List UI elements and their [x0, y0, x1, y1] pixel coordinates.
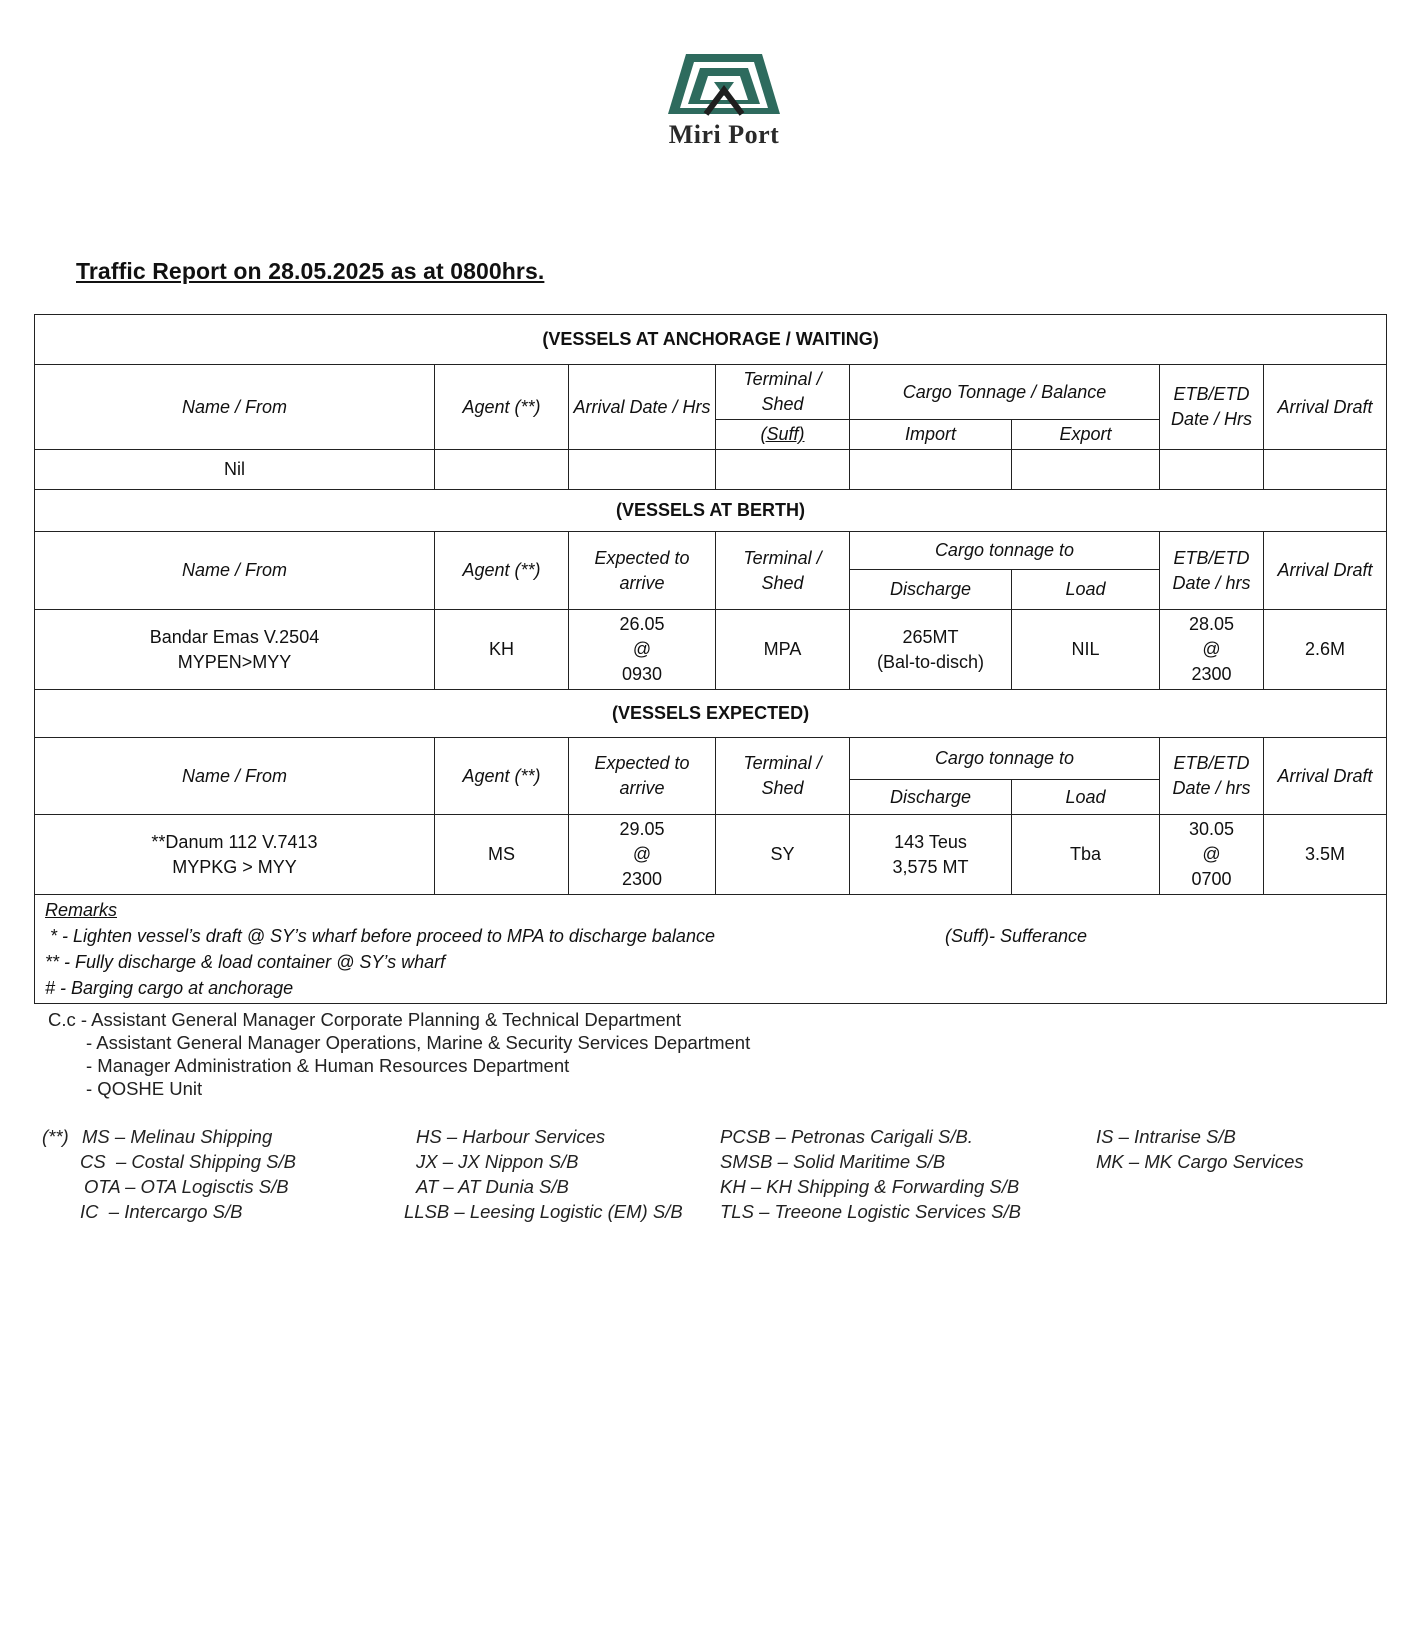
berth-section-row	[35, 490, 1387, 532]
expected-row-expected-time: 2300	[621, 869, 663, 889]
expected-row-load: Tba	[1012, 815, 1160, 895]
expected-header-cargo: Cargo tonnage to	[850, 738, 1160, 780]
anchorage-header-row	[35, 365, 1387, 420]
expected-row-draft: 3.5M	[1264, 815, 1387, 895]
berth-row-discharge-note: (Bal-to-disch)	[876, 651, 985, 672]
berth-header-cargo: Cargo tonnage to	[850, 532, 1160, 570]
berth-row-draft: 2.6M	[1264, 610, 1387, 690]
anchorage-row-import	[850, 450, 1012, 490]
berth-header-etb: ETB/ETD Date / hrs	[1160, 532, 1264, 610]
remarks-title: Remarks	[45, 900, 118, 920]
anchorage-row-draft	[1264, 450, 1387, 490]
agent-entry: SMSB – Solid Maritime S/B	[720, 1151, 946, 1172]
expected-row-discharge	[850, 815, 1012, 895]
berth-header-discharge: Discharge	[850, 570, 1012, 610]
berth-row-expected-time: 0930	[621, 664, 663, 684]
anchorage-row-arrival	[569, 450, 716, 490]
berth-row-discharge	[850, 610, 1012, 690]
cc-list	[48, 1008, 750, 1100]
expected-row-expected-at: @	[632, 844, 652, 864]
agent-entry: IC – Intercargo S/B	[80, 1201, 243, 1222]
agent-entry: TLS – Treeone Logistic Services S/B	[720, 1201, 1021, 1222]
agent-entry: HS – Harbour Services	[416, 1126, 606, 1147]
agent-entry: CS – Costal Shipping S/B	[80, 1151, 296, 1172]
agent-entry: MS – Melinau Shipping	[82, 1126, 273, 1147]
agent-legend-col-4	[1096, 1124, 1304, 1174]
anchorage-header-terminal: Terminal / Shed	[716, 365, 850, 420]
anchorage-header-arrival: Arrival Date / Hrs	[569, 365, 716, 450]
expected-header-row	[35, 738, 1387, 780]
agent-entry: JX – JX Nippon S/B	[416, 1151, 579, 1172]
agent-entry: LLSB – Leesing Logistic (EM) S/B	[404, 1201, 683, 1222]
expected-header-expected: Expected to arrive	[569, 738, 716, 815]
cc-line-1: C.c - Assistant General Manager Corporate Planning & Technical Department	[48, 1009, 682, 1030]
berth-row-load: NIL	[1012, 610, 1160, 690]
berth-row-etb-time: 2300	[1191, 664, 1232, 684]
expected-section-title: (VESSELS EXPECTED)	[35, 690, 1387, 738]
agent-entry: OTA – OTA Logisctis S/B	[84, 1176, 289, 1197]
expected-row-route: MYPKG > MYY	[172, 856, 297, 877]
cc-line-4: - QOSHE Unit	[86, 1078, 203, 1099]
berth-header-draft: Arrival Draft	[1264, 532, 1387, 610]
expected-header-draft: Arrival Draft	[1264, 738, 1387, 815]
expected-header-load: Load	[1012, 780, 1160, 815]
agent-entry: PCSB – Petronas Carigali S/B.	[720, 1126, 973, 1147]
expected-row-vessel-name: **Danum 112 V.7413	[151, 831, 318, 852]
anchorage-header-agent-label: Agent (**)	[462, 396, 541, 417]
berth-section-title: (VESSELS AT BERTH)	[35, 490, 1387, 532]
anchorage-header-export: Export	[1012, 420, 1160, 450]
anchorage-row-export	[1012, 450, 1160, 490]
remarks-row	[35, 895, 1387, 1004]
report-title: Traffic Report on 28.05.2025 as at 0800hrs.	[76, 258, 545, 284]
expected-row-terminal: SY	[716, 815, 850, 895]
expected-row-agent: MS	[435, 815, 569, 895]
berth-header-terminal: Terminal / Shed	[716, 532, 850, 610]
anchorage-row-agent	[435, 450, 569, 490]
cc-line-2: - Assistant General Manager Operations, Marine & Security Services Department	[86, 1032, 751, 1053]
expected-row-expected-date: 29.05	[619, 819, 665, 839]
berth-header-name-from: Name / From	[35, 532, 435, 610]
cc-line-3: - Manager Administration & Human Resources Department	[86, 1055, 570, 1076]
anchorage-header-draft: Arrival Draft	[1264, 365, 1387, 450]
agent-legend-col-3	[720, 1124, 1021, 1224]
remark-item-1: * - Lighten vessel’s draft @ SY’s wharf before proceed to MPA to discharge balance	[45, 926, 715, 946]
agent-legend-col-1	[80, 1124, 296, 1224]
berth-header-load: Load	[1012, 570, 1160, 610]
anchorage-section-title: (VESSELS AT ANCHORAGE / WAITING)	[35, 315, 1387, 365]
berth-row-discharge-value: 265MT	[902, 626, 959, 647]
agent-entry: MK – MK Cargo Services	[1096, 1151, 1304, 1172]
remark-item-2: ** - Fully discharge & load container @ SY’s wharf	[45, 952, 446, 972]
expected-row-discharge-value: 143 Teus	[894, 831, 967, 852]
remarks-cell	[35, 895, 1387, 1004]
berth-row-etb	[1160, 610, 1264, 690]
berth-header-expected: Expected to arrive	[569, 532, 716, 610]
agent-legend-col-2	[404, 1124, 683, 1224]
logo-text: Miri Port	[668, 120, 780, 149]
miri-port-emblem-icon	[668, 52, 780, 118]
expected-header-etb: ETB/ETD Date / hrs	[1160, 738, 1264, 815]
expected-section-row	[35, 690, 1387, 738]
berth-header-agent: Agent (**)	[435, 532, 569, 610]
berth-row-vessel-name: Bandar Emas V.2504	[149, 626, 320, 647]
expected-header-discharge: Discharge	[850, 780, 1012, 815]
remark-line-1	[45, 923, 1376, 949]
expected-row-etb-time: 0700	[1191, 869, 1232, 889]
anchorage-section-row	[35, 315, 1387, 365]
agent-entry: KH – KH Shipping & Forwarding S/B	[720, 1176, 1020, 1197]
anchorage-row-terminal	[716, 450, 850, 490]
agent-entry: AT – AT Dunia S/B	[416, 1176, 569, 1197]
remark-suff-note: (Suff)- Sufferance	[945, 926, 1088, 946]
expected-header-agent: Agent (**)	[435, 738, 569, 815]
expected-header-name-from: Name / From	[35, 738, 435, 815]
remark-item-3: # - Barging cargo at anchorage	[45, 978, 294, 998]
anchorage-header-suff: (Suff)	[716, 420, 850, 450]
miri-port-logo	[664, 52, 784, 162]
anchorage-row-name: Nil	[35, 450, 435, 490]
expected-row-etb-date: 30.05	[1188, 819, 1235, 839]
traffic-table	[34, 314, 1387, 1004]
berth-row-terminal: MPA	[716, 610, 850, 690]
berth-row-expected-at: @	[632, 639, 652, 659]
expected-row-etb	[1160, 815, 1264, 895]
berth-row-name-from	[35, 610, 435, 690]
anchorage-header-etb: ETB/ETD Date / Hrs	[1160, 365, 1264, 450]
anchorage-header-name-from: Name / From	[35, 365, 435, 450]
berth-header-row	[35, 532, 1387, 570]
expected-row-expected	[569, 815, 716, 895]
agent-legend-prefix: (**)	[42, 1126, 69, 1147]
expected-row-name-from	[35, 815, 435, 895]
anchorage-row-etb	[1160, 450, 1264, 490]
anchorage-header-import: Import	[850, 420, 1012, 450]
expected-row-etb-at: @	[1202, 844, 1221, 864]
berth-row-expected	[569, 610, 716, 690]
berth-row-route: MYPEN>MYY	[177, 651, 292, 672]
berth-row-expected-date: 26.05	[619, 614, 665, 634]
berth-row-agent: KH	[435, 610, 569, 690]
expected-row-discharge-note: 3,575 MT	[892, 856, 969, 877]
agent-entry: IS – Intrarise S/B	[1096, 1126, 1236, 1147]
expected-header-terminal: Terminal / Shed	[716, 738, 850, 815]
berth-row-etb-at: @	[1202, 639, 1221, 659]
berth-data-row	[35, 610, 1387, 690]
anchorage-data-row	[35, 450, 1387, 490]
anchorage-header-cargo: Cargo Tonnage / Balance	[850, 365, 1160, 420]
anchorage-header-agent	[435, 365, 569, 450]
berth-row-etb-date: 28.05	[1188, 614, 1235, 634]
expected-data-row	[35, 815, 1387, 895]
